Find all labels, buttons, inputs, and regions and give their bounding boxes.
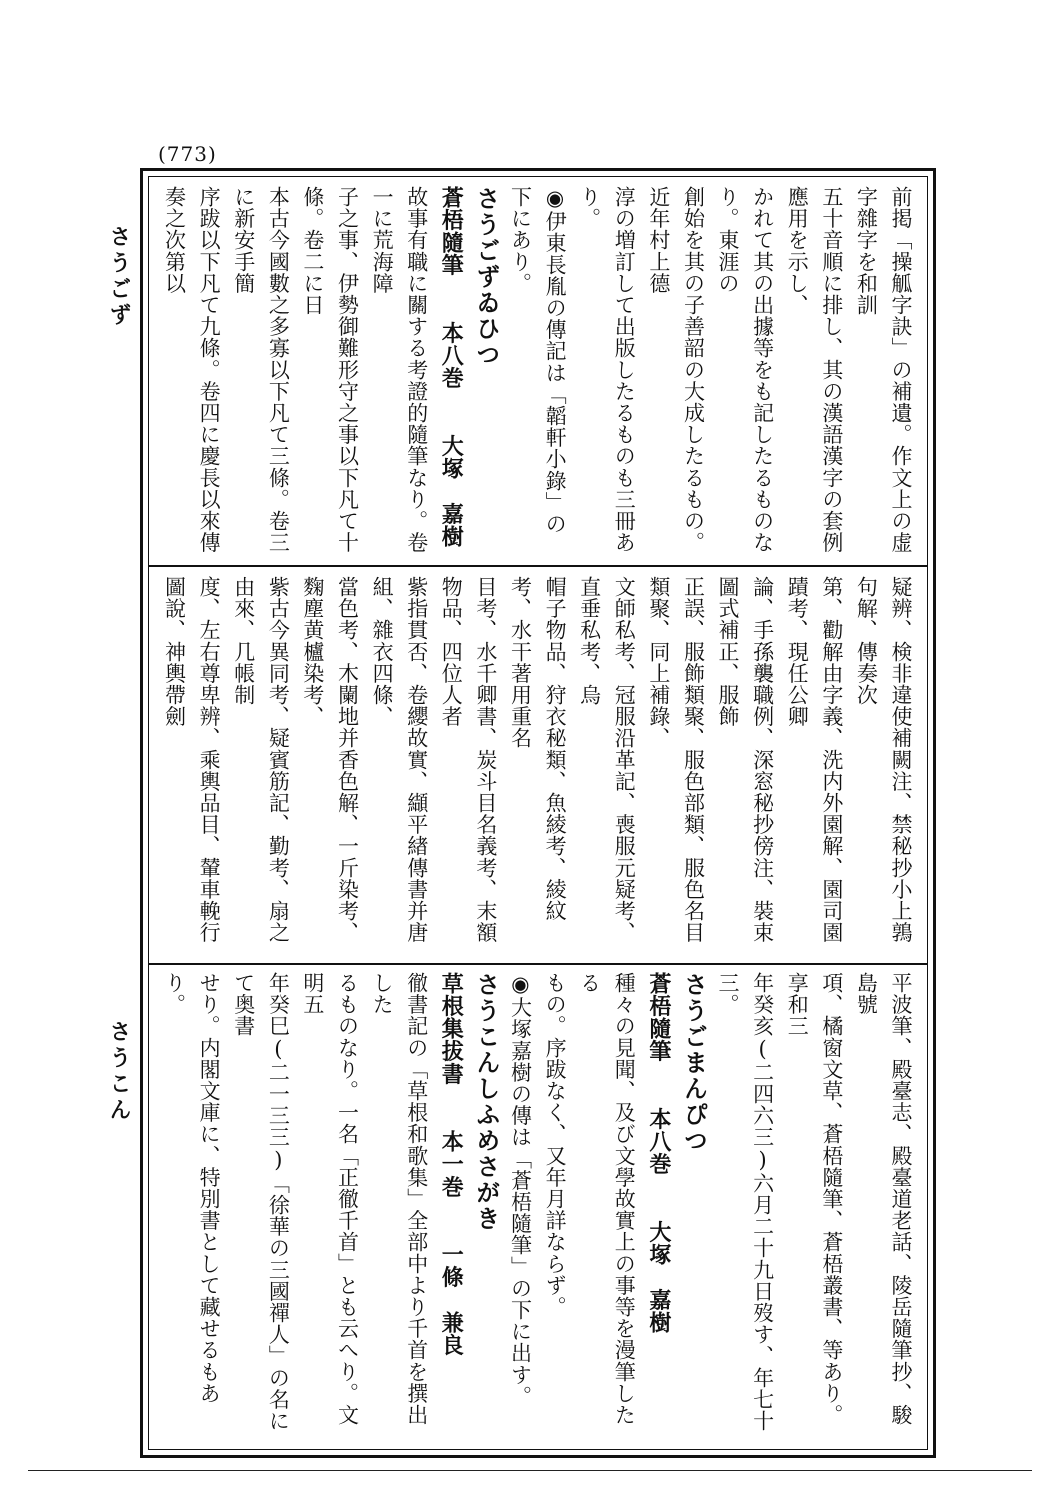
body-line: 徹書記の「草根和歌集」全部中より千首を撰出した xyxy=(370,972,429,1426)
body-line: 年癸巳(二一三三)「徐華の三國禪人」の名にて奥書 xyxy=(231,972,291,1432)
entry-title-line: 蒼梧隨筆 本八巻 大塚 嘉樹 xyxy=(438,186,465,548)
entry-title-line: 蒼梧隨筆 本八巻 大塚 嘉樹 xyxy=(645,972,672,1334)
middle-line: 當色考、木闌地并香色解、一斤染考、麴塵黄櫨染考、 xyxy=(300,576,360,944)
body-line: 種々の見聞、及び文學故實上の事等を漫筆したる xyxy=(577,972,637,1426)
body-line: 序跋以下凡て九條。卷四に慶長以來傳奏之次第以 xyxy=(162,186,222,554)
top-paragraph: ◉伊東長胤の傳記は「韜軒小錄」の下にあり。 xyxy=(508,186,568,535)
middle-line: 紫指貫否、卷纓故實、纈平緖傳書并唐組、雜衣四條、 xyxy=(370,576,429,944)
bottom-rule xyxy=(28,1470,1032,1471)
middle-line: 度、左右尊卑辨、乘輿品目、輦車輓行圖說、神輿帶劍 xyxy=(162,576,222,944)
middle-line: 文師私考、冠服沿革記、喪服元疑考、直垂私考、烏 xyxy=(577,576,637,944)
bottom-section xyxy=(158,972,918,1442)
middle-line: 目考、水千卿書、炭斗目名義考、末額物品、四位人者 xyxy=(439,576,498,944)
entry-heading: さうごずゐひつ xyxy=(471,186,501,368)
running-head-bottom: さうこん xyxy=(106,1020,132,1124)
top-paragraph: 五十音順に排し、其の漢語漢字の套例應用を示し、 xyxy=(785,186,844,554)
middle-line: 論、手孫襲職例、深窓秘抄傍注、裝束圖式補正、服飾 xyxy=(716,576,775,944)
top-paragraph: 前掲「操觚字訣」の補遺。作文上の虚字雜字を和訓 xyxy=(854,186,913,554)
continuation-line: 年癸亥(二四六三)六月二十九日歿す、年七十三。 xyxy=(716,972,775,1432)
continuation-line: 平波筆、殿臺志、殿臺道老話、陵岳隨筆抄、駿島號 xyxy=(854,972,913,1426)
body-line: 本古今國數之多寡以下凡て三條。卷三に新安手簡 xyxy=(231,186,291,554)
section-divider-upper xyxy=(148,565,928,567)
body-line: ◉大塚嘉樹の傳は「蒼梧隨筆」の下に出す。 xyxy=(508,972,533,1407)
entry-title-line: 草根集拔書 本一巻 一條 兼良 xyxy=(438,972,465,1357)
middle-line: 正誤、服飾類聚、服色部類、服色名目類聚、同上補錄、 xyxy=(646,576,706,944)
middle-section xyxy=(158,576,918,954)
middle-line: 第、勸解由字義、洗内外園解、園司園蹟考、現任公卿 xyxy=(785,576,844,944)
middle-line: 疑辨、検非違使補闕注、禁秘抄小上鶉句解、傳奏次 xyxy=(854,576,913,944)
body-line: 故事有職に關する考證的隨筆なり。卷一に荒海障 xyxy=(370,186,429,554)
middle-line: 紫古今異同考、疑賓筋記、勤考、扇之由來、几帳制 xyxy=(231,576,291,944)
body-line: るものなり。一名「正徹千首」とも云へり。文明五 xyxy=(300,972,360,1426)
entry-heading: さうこんしふめさがき xyxy=(471,972,501,1232)
running-head-top: さうごず xyxy=(106,225,132,329)
section-divider-lower xyxy=(148,963,928,965)
top-section xyxy=(158,186,918,556)
top-paragraph: かれて其の出據等をも記したるものなり。東涯の xyxy=(716,186,775,554)
top-paragraph: 淳の増訂して出版したるものも三冊あり。 xyxy=(577,186,637,554)
body-line: せり。内閣文庫に、特別書として藏せるもあり。 xyxy=(162,972,222,1404)
top-paragraph: 創始を其の子善韶の大成したるもの。近年村上德 xyxy=(646,186,706,554)
page-number: (773) xyxy=(158,142,217,166)
middle-line: 帽子物品、狩衣秘類、魚綾考、綾紋考、水干著用重名 xyxy=(508,576,568,922)
continuation-line: 項、橘窗文草、蒼梧隨筆、蒼梧叢書、等あり。享和三 xyxy=(785,972,844,1426)
body-line: 子之事、伊勢御難形守之事以下凡て十條。卷二に日 xyxy=(300,186,360,554)
body-line: もの。序跋なく、又年月詳ならず。 xyxy=(543,972,568,1318)
entry-heading: さうごまんぴつ xyxy=(679,972,709,1154)
